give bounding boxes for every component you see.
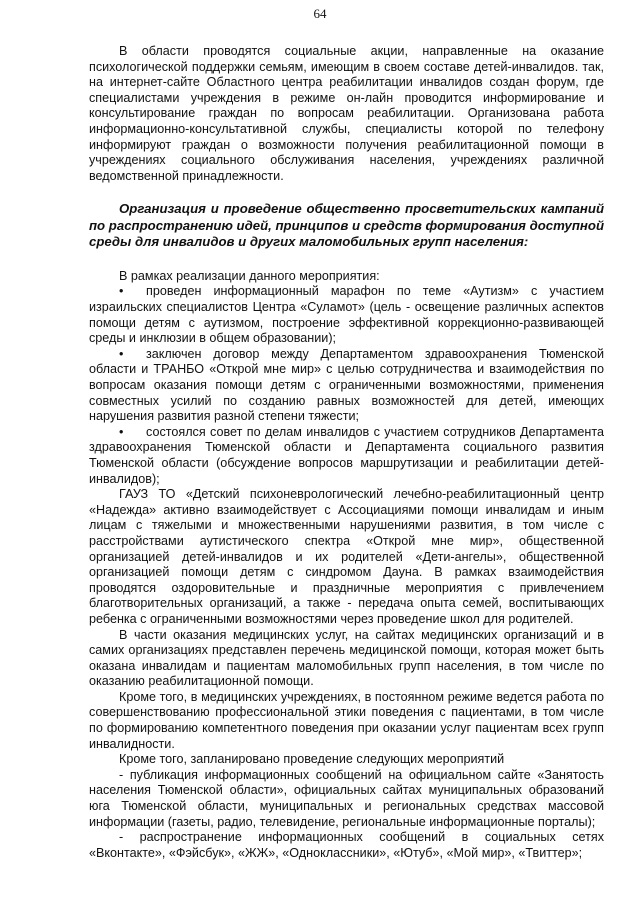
page-body xyxy=(89,44,604,861)
bullet-mark: • xyxy=(119,424,124,439)
page-number: 64 xyxy=(313,6,327,21)
bullet-mark: • xyxy=(119,346,124,361)
bullet-text: состоялся совет по делам инвалидов с участием сотрудников Департамента здравоохранения Тюменской области и Департамента социального развития Тюменской области (обсуждение вопросов маршрутизации и реабилитации детей-инвалидов); xyxy=(89,424,604,486)
bullet-text: заключен договор между Департаментом здравоохранения Тюменской области и ТРАНБО «Открой мне мир» с целью сотрудничества и взаимодействия по вопросам оказания помощи детям с ограниченными возможностями, применения совместных усилий по созданию равных возможностей для детей, имеющих нарушения развития разной степени тяжести; xyxy=(89,346,604,424)
section-heading: Организация и проведение общественно просветительских кампаний по распространению идей, принципов и средств формирования доступной среды для инвалидов и других маломобильных групп населения: xyxy=(89,201,604,250)
bullet-mark: • xyxy=(119,284,124,299)
bullet-item-marathon xyxy=(89,284,604,346)
paragraph-planned-events: Кроме того, запланировано проведение следующих мероприятий xyxy=(119,752,505,767)
bullet-item-council xyxy=(89,425,604,487)
paragraph-medical-ethics: Кроме того, в медицинских учреждениях, в постоянном режиме ведется работа по совершенствованию профессиональной этики поведения с пациентами, в том числе по формированию компетентного поведения при оказании услуг пациентам всех групп инвалидности. xyxy=(89,689,604,751)
paragraph-nadezhda-center: ГАУЗ ТО «Детский психоневрологический лечебно-реабилитационный центр «Надежда» активно взаимодействует с Ассоциациями помощи инвалидам и иным лицам с тяжелыми и множественными нарушениями развития, в том числе с расстройствами аутистического спектра «Открой мне мир», общественной организацией детей-инвалидов и их родителей «Дети-ангелы», общественной организацией помощи детям с синдромом Дауна. В рамках взаимодействия проводятся оздоровительные и праздничные мероприятия с привлечением благотворительных организаций, а также - передача опыта семей, воспитывающих ребенка с ограниченными возможностями через проведение школ для родителей. xyxy=(89,487,604,626)
dash-item-social-networks: - распространение информационных сообщений в социальных сетях «Вконтакте», «Фэйсбук», «ЖЖ», «Одноклассники», «Ютуб», «Мой мир», «Твиттер»; xyxy=(89,830,604,860)
bullet-text: проведен информационный марафон по теме «Аутизм» с участием израильских специалистов Центра «Суламот» (цель - освещение различных аспектов помощи детям с аутизмом, построение эффективной коррекционно-развивающей среды и инклюзии в общем образовании); xyxy=(89,284,604,346)
paragraph-social-actions: В области проводятся социальные акции, направленные на оказание психологической поддержки семьям, имеющим в своем составе детей-инвалидов. так, на интернет-сайте Областного центра реабилитации инвалидов создан форум, где специалистами учреждения в режиме он-лайн проводится информирование и консультирование граждан по вопросам реабилитации. Организована работа информационно-консультативной службы, специалисты которой по телефону информируют граждан о возможности получения реабилитационной помощи в учреждениях социального обслуживания населения, учреждениях различной ведомственной принадлежности. xyxy=(89,44,604,183)
dash-item-publication: - публикация информационных сообщений на официальном сайте «Занятость населения Тюменской области», официальных сайтах муниципальных образований юга Тюменской области, муниципальных и региональных средствах массовой информации (газеты, радио, телевидение, региональные информационные порталы); xyxy=(89,767,604,829)
bullet-item-agreement xyxy=(89,347,604,425)
paragraph-medical-services: В части оказания медицинских услуг, на сайтах медицинских организаций и в самих организациях представлен перечень медицинской помощи, которая может быть оказана инвалидам и пациентам маломобильных групп населения, в том числе по оказанию реабилитационной помощи. xyxy=(89,627,604,689)
paragraph-intro: В рамках реализации данного мероприятия: xyxy=(119,268,380,283)
